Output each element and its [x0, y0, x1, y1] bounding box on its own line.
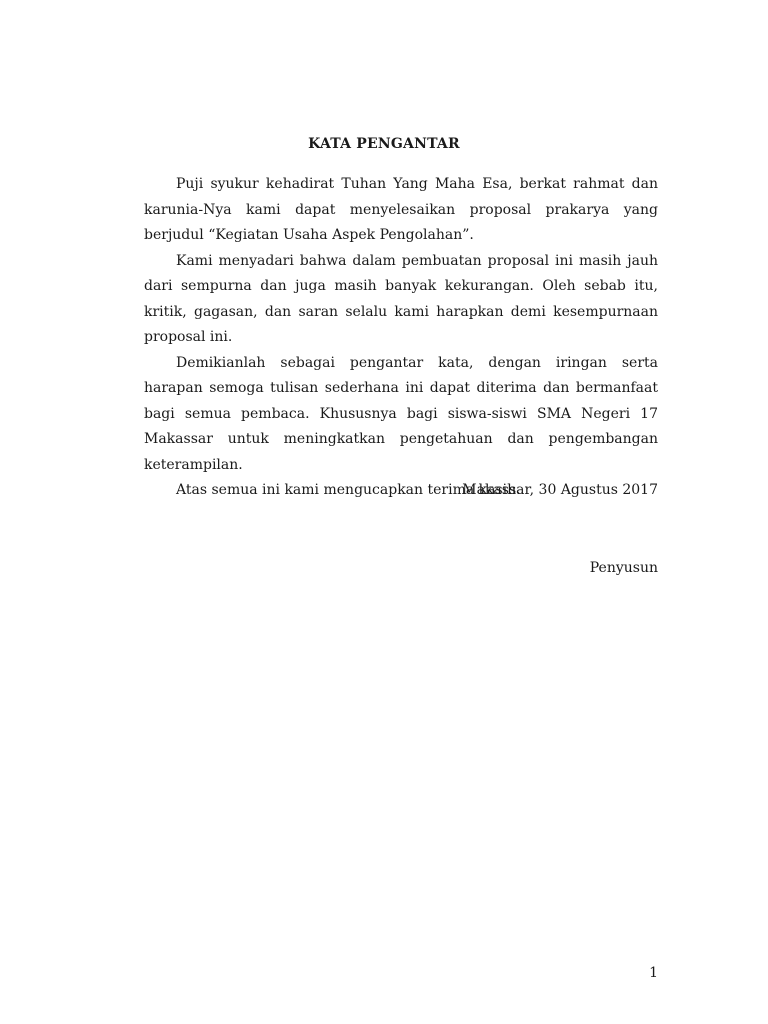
paragraph-1: Puji syukur kehadirat Tuhan Yang Maha Esa, berkat rahmat dan karunia-Nya kami dapat menyelesaikan proposal prakarya yang berjudul “Kegiatan Usaha Aspek Pengolahan”. — [144, 176, 658, 243]
page-title: KATA PENGANTAR — [308, 136, 460, 152]
signer: Penyusun — [589, 560, 658, 576]
paragraph-2: Kami menyadari bahwa dalam pembuatan proposal ini masih jauh dari sempurna dan juga masih banyak kekurangan. Oleh sebab itu, kritik, gagasan, dan saran selalu kami harapkan demi kesempurnaan proposal ini. — [144, 252, 658, 345]
body-text — [144, 172, 658, 504]
place-date: Makassar, 30 Agustus 2017 — [462, 482, 658, 498]
page-number: 1 — [649, 965, 658, 981]
paragraph-4: Atas semua ini kami mengucapkan terima kasih. — [176, 482, 521, 498]
paragraph-3: Demikianlah sebagai pengantar kata, dengan iringan serta harapan semoga tulisan sederhana ini dapat diterima dan bermanfaat bagi semua pembaca. Khususnya bagi siswa-siswi SMA Negeri 17 Makassar untuk meningkatkan pengetahuan dan pengembangan keterampilan. — [144, 354, 658, 473]
